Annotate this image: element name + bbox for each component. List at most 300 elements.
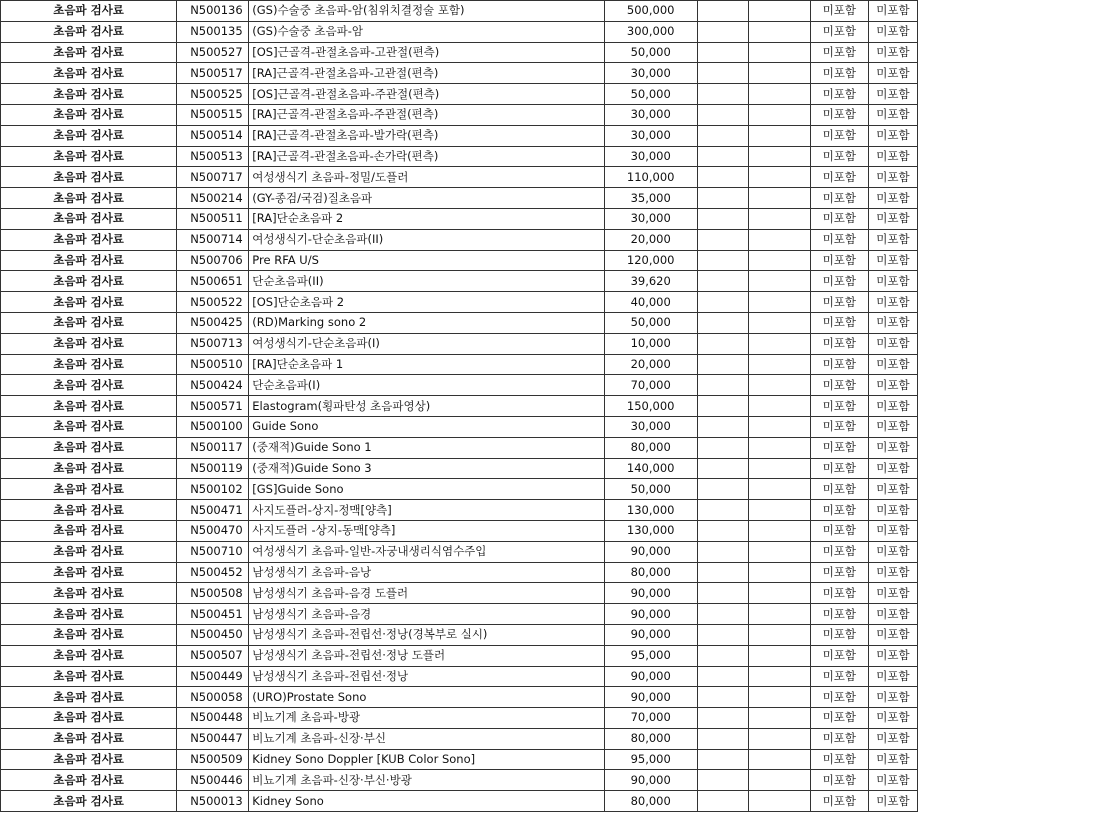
item-name-cell: (GS)수술중 초음파-암(침위치결정술 포함) — [249, 1, 604, 22]
code-cell: N500058 — [177, 687, 249, 708]
empty-cell — [748, 520, 810, 541]
empty-cell — [697, 104, 748, 125]
empty-cell — [697, 770, 748, 791]
category-cell: 초음파 검사료 — [1, 624, 177, 645]
coverage-cell: 미포함 — [810, 146, 868, 167]
coverage-cell: 미포함 — [868, 416, 917, 437]
empty-cell — [697, 458, 748, 479]
category-cell: 초음파 검사료 — [1, 749, 177, 770]
coverage-cell: 미포함 — [810, 167, 868, 188]
category-cell: 초음파 검사료 — [1, 167, 177, 188]
empty-cell — [748, 458, 810, 479]
table-row — [1, 687, 918, 708]
table-row — [1, 437, 918, 458]
category-cell: 초음파 검사료 — [1, 562, 177, 583]
empty-cell — [748, 42, 810, 63]
price-cell: 120,000 — [604, 250, 697, 271]
empty-cell — [697, 333, 748, 354]
coverage-cell: 미포함 — [810, 84, 868, 105]
empty-cell — [697, 728, 748, 749]
empty-cell — [748, 479, 810, 500]
code-cell: N500471 — [177, 500, 249, 521]
table-row — [1, 416, 918, 437]
price-cell: 30,000 — [604, 208, 697, 229]
price-cell: 35,000 — [604, 188, 697, 209]
category-cell: 초음파 검사료 — [1, 479, 177, 500]
empty-cell — [697, 188, 748, 209]
category-cell: 초음파 검사료 — [1, 666, 177, 687]
table-row — [1, 479, 918, 500]
category-cell: 초음파 검사료 — [1, 770, 177, 791]
price-cell: 500,000 — [604, 1, 697, 22]
item-name-cell: 남성생식기 초음파-음낭 — [249, 562, 604, 583]
price-cell: 10,000 — [604, 333, 697, 354]
table-row — [1, 84, 918, 105]
empty-cell — [697, 292, 748, 313]
price-cell: 130,000 — [604, 500, 697, 521]
code-cell: N500508 — [177, 583, 249, 604]
category-cell: 초음파 검사료 — [1, 541, 177, 562]
empty-cell — [748, 333, 810, 354]
category-cell: 초음파 검사료 — [1, 396, 177, 417]
code-cell: N500450 — [177, 624, 249, 645]
coverage-cell: 미포함 — [868, 167, 917, 188]
table-row — [1, 791, 918, 812]
category-cell: 초음파 검사료 — [1, 63, 177, 84]
coverage-cell: 미포함 — [868, 250, 917, 271]
empty-cell — [697, 63, 748, 84]
code-cell: N500710 — [177, 541, 249, 562]
empty-cell — [748, 583, 810, 604]
table-row — [1, 250, 918, 271]
coverage-cell: 미포함 — [810, 63, 868, 84]
empty-cell — [697, 520, 748, 541]
coverage-cell: 미포함 — [868, 479, 917, 500]
coverage-cell: 미포함 — [810, 208, 868, 229]
table-row — [1, 749, 918, 770]
item-name-cell: 사지도플러-상지-정맥[양측] — [249, 500, 604, 521]
empty-cell — [697, 708, 748, 729]
item-name-cell: (중재적)Guide Sono 3 — [249, 458, 604, 479]
price-cell: 20,000 — [604, 354, 697, 375]
item-name-cell: Kidney Sono — [249, 791, 604, 812]
table-row — [1, 21, 918, 42]
table-row — [1, 229, 918, 250]
price-cell: 80,000 — [604, 437, 697, 458]
empty-cell — [748, 562, 810, 583]
empty-cell — [748, 21, 810, 42]
empty-cell — [748, 396, 810, 417]
category-cell: 초음파 검사료 — [1, 354, 177, 375]
coverage-cell: 미포함 — [868, 188, 917, 209]
category-cell: 초음파 검사료 — [1, 458, 177, 479]
code-cell: N500448 — [177, 708, 249, 729]
code-cell: N500651 — [177, 271, 249, 292]
coverage-cell: 미포함 — [868, 583, 917, 604]
coverage-cell: 미포함 — [810, 250, 868, 271]
coverage-cell: 미포함 — [868, 104, 917, 125]
price-cell: 50,000 — [604, 42, 697, 63]
empty-cell — [697, 21, 748, 42]
category-cell: 초음파 검사료 — [1, 791, 177, 812]
item-name-cell: [OS]단순초음파 2 — [249, 292, 604, 313]
code-cell: N500717 — [177, 167, 249, 188]
empty-cell — [697, 645, 748, 666]
code-cell: N500446 — [177, 770, 249, 791]
code-cell: N500522 — [177, 292, 249, 313]
empty-cell — [697, 687, 748, 708]
coverage-cell: 미포함 — [868, 645, 917, 666]
category-cell: 초음파 검사료 — [1, 125, 177, 146]
code-cell: N500713 — [177, 333, 249, 354]
price-cell: 90,000 — [604, 583, 697, 604]
price-cell: 70,000 — [604, 375, 697, 396]
table-row — [1, 333, 918, 354]
price-cell: 50,000 — [604, 479, 697, 500]
coverage-cell: 미포함 — [868, 63, 917, 84]
coverage-cell: 미포함 — [810, 437, 868, 458]
table-row — [1, 188, 918, 209]
category-cell: 초음파 검사료 — [1, 42, 177, 63]
coverage-cell: 미포함 — [810, 645, 868, 666]
category-cell: 초음파 검사료 — [1, 708, 177, 729]
coverage-cell: 미포함 — [868, 437, 917, 458]
item-name-cell: (GY-종검/국검)질초음파 — [249, 188, 604, 209]
category-cell: 초음파 검사료 — [1, 312, 177, 333]
code-cell: N500447 — [177, 728, 249, 749]
empty-cell — [697, 437, 748, 458]
code-cell: N500136 — [177, 1, 249, 22]
coverage-cell: 미포함 — [810, 562, 868, 583]
table-row — [1, 458, 918, 479]
coverage-cell: 미포함 — [868, 541, 917, 562]
table-row — [1, 42, 918, 63]
category-cell: 초음파 검사료 — [1, 520, 177, 541]
coverage-cell: 미포함 — [868, 728, 917, 749]
item-name-cell: [RA]근골격-관절초음파-발가락(편측) — [249, 125, 604, 146]
code-cell: N500013 — [177, 791, 249, 812]
empty-cell — [697, 250, 748, 271]
empty-cell — [748, 416, 810, 437]
item-name-cell: [RA]근골격-관절초음파-고관절(편측) — [249, 63, 604, 84]
price-cell: 70,000 — [604, 708, 697, 729]
item-name-cell: 남성생식기 초음파-전립선·정낭 — [249, 666, 604, 687]
category-cell: 초음파 검사료 — [1, 146, 177, 167]
empty-cell — [748, 167, 810, 188]
coverage-cell: 미포함 — [868, 666, 917, 687]
category-cell: 초음파 검사료 — [1, 687, 177, 708]
empty-cell — [697, 354, 748, 375]
coverage-cell: 미포함 — [810, 708, 868, 729]
empty-cell — [697, 1, 748, 22]
table-row — [1, 208, 918, 229]
category-cell: 초음파 검사료 — [1, 292, 177, 313]
code-cell: N500451 — [177, 604, 249, 625]
coverage-cell: 미포함 — [868, 687, 917, 708]
empty-cell — [697, 500, 748, 521]
code-cell: N500117 — [177, 437, 249, 458]
coverage-cell: 미포함 — [868, 396, 917, 417]
coverage-cell: 미포함 — [868, 42, 917, 63]
table-row — [1, 292, 918, 313]
price-cell: 80,000 — [604, 728, 697, 749]
table-row — [1, 500, 918, 521]
price-cell: 95,000 — [604, 645, 697, 666]
coverage-cell: 미포함 — [810, 500, 868, 521]
table-row — [1, 396, 918, 417]
table-row — [1, 770, 918, 791]
table-row — [1, 63, 918, 84]
code-cell: N500214 — [177, 188, 249, 209]
item-name-cell: Guide Sono — [249, 416, 604, 437]
item-name-cell: 남성생식기 초음파-전립선·정낭 도플러 — [249, 645, 604, 666]
item-name-cell: [OS]근골격-관절초음파-주관절(편측) — [249, 84, 604, 105]
coverage-cell: 미포함 — [868, 1, 917, 22]
table-row — [1, 645, 918, 666]
code-cell: N500424 — [177, 375, 249, 396]
coverage-cell: 미포함 — [810, 479, 868, 500]
coverage-cell: 미포함 — [868, 624, 917, 645]
price-cell: 90,000 — [604, 687, 697, 708]
empty-cell — [748, 271, 810, 292]
empty-cell — [748, 188, 810, 209]
item-name-cell: 남성생식기 초음파-전립선·정낭(경복부로 실시) — [249, 624, 604, 645]
item-name-cell: (RD)Marking sono 2 — [249, 312, 604, 333]
price-cell: 130,000 — [604, 520, 697, 541]
coverage-cell: 미포함 — [810, 624, 868, 645]
coverage-cell: 미포함 — [810, 458, 868, 479]
coverage-cell: 미포함 — [868, 562, 917, 583]
price-cell: 40,000 — [604, 292, 697, 313]
coverage-cell: 미포함 — [810, 666, 868, 687]
table-row — [1, 624, 918, 645]
coverage-cell: 미포함 — [868, 312, 917, 333]
code-cell: N500425 — [177, 312, 249, 333]
item-name-cell: (URO)Prostate Sono — [249, 687, 604, 708]
coverage-cell: 미포함 — [868, 229, 917, 250]
coverage-cell: 미포함 — [810, 229, 868, 250]
coverage-cell: 미포함 — [810, 604, 868, 625]
category-cell: 초음파 검사료 — [1, 416, 177, 437]
price-cell: 30,000 — [604, 63, 697, 84]
price-cell: 90,000 — [604, 541, 697, 562]
empty-cell — [748, 624, 810, 645]
coverage-cell: 미포함 — [868, 208, 917, 229]
category-cell: 초음파 검사료 — [1, 604, 177, 625]
empty-cell — [748, 437, 810, 458]
empty-cell — [748, 312, 810, 333]
code-cell: N500100 — [177, 416, 249, 437]
coverage-cell: 미포함 — [868, 125, 917, 146]
empty-cell — [697, 84, 748, 105]
empty-cell — [697, 624, 748, 645]
item-name-cell: [RA]단순초음파 2 — [249, 208, 604, 229]
empty-cell — [697, 396, 748, 417]
category-cell: 초음파 검사료 — [1, 208, 177, 229]
category-cell: 초음파 검사료 — [1, 1, 177, 22]
item-name-cell: [GS]Guide Sono — [249, 479, 604, 500]
empty-cell — [697, 208, 748, 229]
category-cell: 초음파 검사료 — [1, 333, 177, 354]
code-cell: N500527 — [177, 42, 249, 63]
coverage-cell: 미포함 — [868, 749, 917, 770]
empty-cell — [697, 666, 748, 687]
code-cell: N500135 — [177, 21, 249, 42]
coverage-cell: 미포함 — [810, 292, 868, 313]
coverage-cell: 미포함 — [810, 104, 868, 125]
code-cell: N500511 — [177, 208, 249, 229]
code-cell: N500470 — [177, 520, 249, 541]
item-name-cell: [RA]근골격-관절초음파-주관절(편측) — [249, 104, 604, 125]
empty-cell — [697, 479, 748, 500]
empty-cell — [748, 375, 810, 396]
coverage-cell: 미포함 — [810, 188, 868, 209]
table-row — [1, 1, 918, 22]
category-cell: 초음파 검사료 — [1, 645, 177, 666]
coverage-cell: 미포함 — [868, 146, 917, 167]
coverage-cell: 미포함 — [868, 375, 917, 396]
item-name-cell: 여성생식기 초음파-일반-자궁내생리식염수주입 — [249, 541, 604, 562]
coverage-cell: 미포함 — [810, 687, 868, 708]
category-cell: 초음파 검사료 — [1, 188, 177, 209]
table-row — [1, 604, 918, 625]
coverage-cell: 미포함 — [868, 604, 917, 625]
empty-cell — [697, 271, 748, 292]
code-cell: N500706 — [177, 250, 249, 271]
coverage-cell: 미포함 — [868, 354, 917, 375]
code-cell: N500571 — [177, 396, 249, 417]
coverage-cell: 미포함 — [868, 333, 917, 354]
empty-cell — [748, 708, 810, 729]
price-cell: 150,000 — [604, 396, 697, 417]
empty-cell — [697, 167, 748, 188]
item-name-cell: Pre RFA U/S — [249, 250, 604, 271]
price-cell: 50,000 — [604, 84, 697, 105]
item-name-cell: [RA]단순초음파 1 — [249, 354, 604, 375]
price-cell: 110,000 — [604, 167, 697, 188]
empty-cell — [748, 687, 810, 708]
table-row — [1, 541, 918, 562]
empty-cell — [697, 791, 748, 812]
coverage-cell: 미포함 — [868, 292, 917, 313]
coverage-cell: 미포함 — [810, 271, 868, 292]
price-cell: 39,620 — [604, 271, 697, 292]
price-cell: 300,000 — [604, 21, 697, 42]
empty-cell — [748, 250, 810, 271]
coverage-cell: 미포함 — [810, 125, 868, 146]
coverage-cell: 미포함 — [868, 458, 917, 479]
empty-cell — [748, 229, 810, 250]
code-cell: N500509 — [177, 749, 249, 770]
table-row — [1, 708, 918, 729]
item-name-cell: 단순초음파(II) — [249, 271, 604, 292]
table-row — [1, 583, 918, 604]
coverage-cell: 미포함 — [868, 271, 917, 292]
price-cell: 90,000 — [604, 624, 697, 645]
coverage-cell: 미포함 — [868, 84, 917, 105]
empty-cell — [748, 500, 810, 521]
table-row — [1, 104, 918, 125]
category-cell: 초음파 검사료 — [1, 437, 177, 458]
item-name-cell: 비뇨기계 초음파-신장·부신·방광 — [249, 770, 604, 791]
empty-cell — [748, 292, 810, 313]
coverage-cell: 미포함 — [810, 416, 868, 437]
empty-cell — [748, 770, 810, 791]
price-cell: 30,000 — [604, 104, 697, 125]
coverage-cell: 미포함 — [810, 583, 868, 604]
empty-cell — [748, 791, 810, 812]
code-cell: N500452 — [177, 562, 249, 583]
empty-cell — [697, 541, 748, 562]
empty-cell — [748, 125, 810, 146]
category-cell: 초음파 검사료 — [1, 84, 177, 105]
price-cell: 80,000 — [604, 562, 697, 583]
coverage-cell: 미포함 — [810, 1, 868, 22]
category-cell: 초음파 검사료 — [1, 500, 177, 521]
price-cell: 95,000 — [604, 749, 697, 770]
coverage-cell: 미포함 — [810, 728, 868, 749]
item-name-cell: Elastogram(횡파탄성 초음파영상) — [249, 396, 604, 417]
coverage-cell: 미포함 — [868, 21, 917, 42]
empty-cell — [748, 354, 810, 375]
table-row — [1, 167, 918, 188]
item-name-cell: 단순초음파(Ⅰ) — [249, 375, 604, 396]
code-cell: N500510 — [177, 354, 249, 375]
empty-cell — [697, 604, 748, 625]
coverage-cell: 미포함 — [868, 791, 917, 812]
price-cell: 30,000 — [604, 125, 697, 146]
category-cell: 초음파 검사료 — [1, 104, 177, 125]
coverage-cell: 미포함 — [810, 749, 868, 770]
item-name-cell: 남성생식기 초음파-음경 — [249, 604, 604, 625]
coverage-cell: 미포함 — [810, 770, 868, 791]
coverage-cell: 미포함 — [810, 42, 868, 63]
coverage-cell: 미포함 — [810, 396, 868, 417]
empty-cell — [697, 375, 748, 396]
empty-cell — [748, 104, 810, 125]
price-cell: 20,000 — [604, 229, 697, 250]
empty-cell — [748, 645, 810, 666]
empty-cell — [748, 541, 810, 562]
table-row — [1, 271, 918, 292]
item-name-cell: 여성생식기-단순초음파(II) — [249, 229, 604, 250]
code-cell: N500514 — [177, 125, 249, 146]
coverage-cell: 미포함 — [810, 312, 868, 333]
coverage-cell: 미포함 — [810, 375, 868, 396]
empty-cell — [697, 125, 748, 146]
empty-cell — [697, 146, 748, 167]
code-cell: N500513 — [177, 146, 249, 167]
price-cell: 90,000 — [604, 770, 697, 791]
category-cell: 초음파 검사료 — [1, 728, 177, 749]
price-cell: 90,000 — [604, 604, 697, 625]
price-cell: 140,000 — [604, 458, 697, 479]
item-name-cell: [OS]근골격-관절초음파-고관절(편측) — [249, 42, 604, 63]
empty-cell — [697, 416, 748, 437]
item-name-cell: 여성생식기-단순초음파(Ⅰ) — [249, 333, 604, 354]
coverage-cell: 미포함 — [810, 520, 868, 541]
price-cell: 50,000 — [604, 312, 697, 333]
empty-cell — [697, 229, 748, 250]
item-name-cell: (중재적)Guide Sono 1 — [249, 437, 604, 458]
table-row — [1, 354, 918, 375]
table-row — [1, 666, 918, 687]
empty-cell — [748, 604, 810, 625]
empty-cell — [748, 749, 810, 770]
coverage-cell: 미포함 — [868, 520, 917, 541]
coverage-cell: 미포함 — [810, 21, 868, 42]
category-cell: 초음파 검사료 — [1, 583, 177, 604]
